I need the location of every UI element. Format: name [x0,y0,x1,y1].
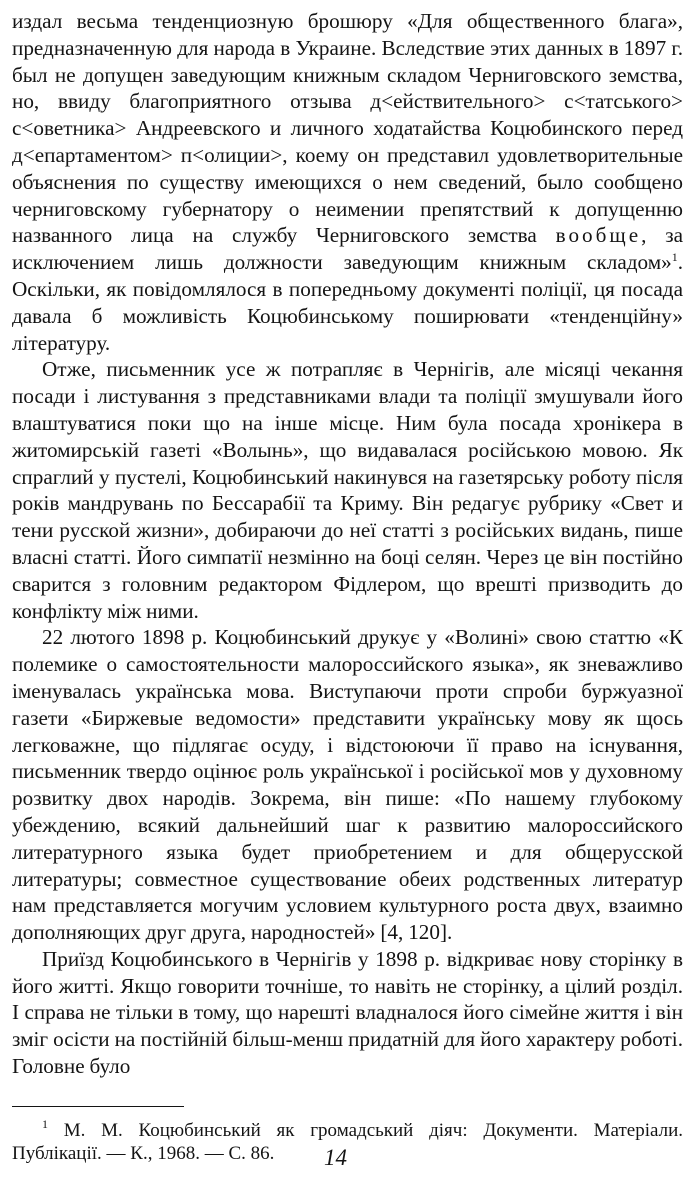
book-page [12,8,683,1165]
footnote-divider [12,1106,184,1107]
paragraph-1-text-b: , за исключением лишь должности заведующим книжным складом» [12,223,683,275]
paragraph-2: Отже, письменник усе ж потрапляє в Чернігів, але місяці чекання посади і листування з представниками влади та поліції змушували його влаштуватися поки що на інше місце. Ним була посада хронікера в житомирській газеті «Волынь», що видавалася російською мовою. Як спраглий у пустелі, Коцюбинський накинувся на газетярську роботу після років мандрувань по Бессарабії та Криму. Він редагує рубрику «Свет и тени русской жизни», добираючи до неї статті з російських видань, пише власні статті. Його симпатії незмінно на боці селян. Через це він постійно сварится з головним редактором Фідлером, що врешті призводить до конфлікту між ними. [12,357,683,623]
paragraph-3: 22 лютого 1898 р. Коцюбинський друкує у «Волині» свою статтю «К полемике о самостоятельности малороссийского языка», як зневажливо іменувалась українська мова. Виступаючи проти спроби буржуазної газети «Биржевые ведомости» представити українську мову як щось легковажне, що підлягає осуду, і відстоюючи її право на існування, письменник твердо оцінює роль української і російської мов у духовному розвитку двох народів. Зокрема, він пише: «По нашему глубокому убеждению, всякий дальнейший шаг к развитию малороссийского литературного языка будет приобретением и для общерусской литературы; совместное существование обеих родственных литератур нам представляется могучим условием культурного роста двух, взаимно дополняющих друг друга, народностей» [4, 120]. [12,625,683,945]
paragraph-1-text-c: . Оскільки, як повідомлялося в попередньому документі поліції, ця посада давала б можливість Коцюбинському поширювати «тенденційну» літературу. [12,250,683,355]
footnote-reference: 1 [671,250,678,265]
paragraph-1-text-a: издал весьма тенденциозную брошюру «Для общественного блага», предназначенную для народа в Украине. Вследствие этих данных в 1897 г. был не допущен заведующим книжным складом Черниговского земства, но, ввиду благоприятного отзыва д<ействительного> с<татського> с<оветника> Андреевского и личного ходатайства Коцюбинского перед д<епартаментом> п<олиции>, коему он представил удовлетворительные объяснения по существу имеющихся о нем сведений, было сообщено черниговскому губернатору о неимении препятствий к допущенню названного лица на службу Черниговского земства [12,9,683,248]
paragraph-4: Приїзд Коцюбинського в Чернігів у 1898 р. відкриває нову сторінку в його житті. Якщо говорити точніше, то навіть не сторінку, а цілий розділ. І справа не тільки в тому, що нарешті владналося його сімейне життя і він зміг осісти на постійній більш-менш придатній для його характеру роботі. Головне було [12,946,683,1079]
footnote-marker: 1 [42,1116,48,1131]
footnote-text: М. М. Коцюбинський як громадський діяч: Документи. Матеріали. Публікації. — К., 1968. — С. 86. [12,1119,683,1164]
spaced-word: вообще [555,223,642,248]
paragraph-1 [12,8,683,356]
page-number: 14 [324,1145,347,1170]
